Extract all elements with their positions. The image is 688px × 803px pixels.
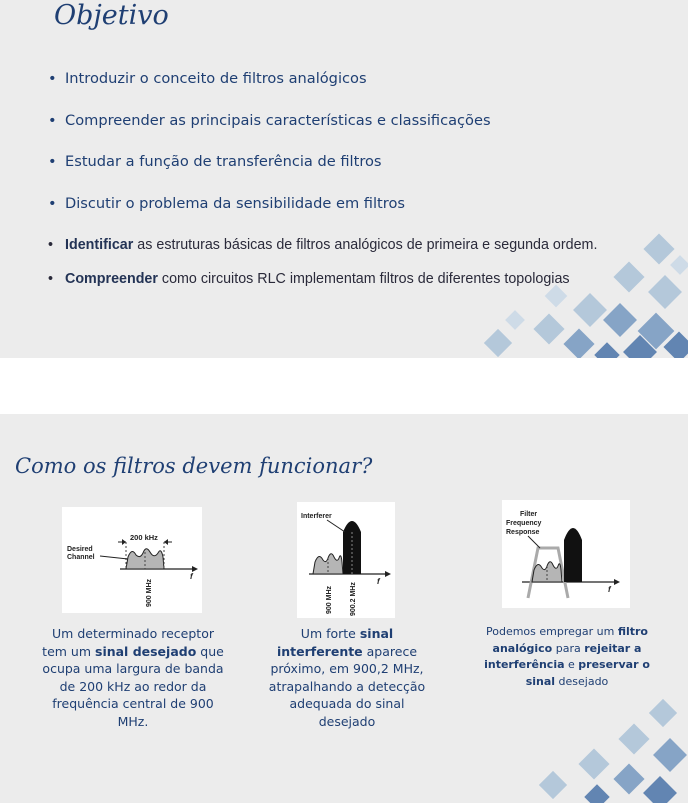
interferer-label: Interferer <box>301 513 332 520</box>
frequency-label: 900 MHz <box>146 578 153 607</box>
slide-title: Objetivo <box>54 0 169 31</box>
axis-arrow <box>192 566 198 572</box>
bold-verb: Identificar <box>65 237 134 253</box>
diamond-pattern-decoration <box>488 693 688 803</box>
filter-label: Filter <box>520 511 538 518</box>
list-item: • Discutir o problema da sensibilidade em filtros <box>48 187 597 229</box>
filter-label: Response <box>506 529 540 536</box>
item-text: as estruturas básicas de filtros analógicos de primeira e segunda ordem. <box>133 237 598 253</box>
list-item: • Compreender as principais características e classificações <box>48 104 597 146</box>
list-item <box>48 262 597 296</box>
bandwidth-label: 200 kHz <box>130 533 158 542</box>
interferer-signal-shape <box>564 528 582 582</box>
bold-verb: Compreender <box>65 271 158 287</box>
axis-label: f <box>608 585 611 594</box>
slide-filters <box>0 414 688 803</box>
slide-title: Como os filtros devem funcionar? <box>15 454 373 478</box>
filter-label: Frequency <box>506 520 542 527</box>
caption-filter: Podemos empregar um filtro analógico para rejeitar a interferência e preservar o sinal desejado <box>484 625 650 688</box>
figure-filter-response <box>502 500 630 608</box>
desired-channel-diagram <box>62 507 202 613</box>
objectives-list <box>48 62 597 296</box>
frequency-label: 900 MHz <box>326 585 333 614</box>
frequency-label: 900.2 MHz <box>350 582 357 616</box>
interferer-diagram <box>297 502 395 618</box>
caption-desired-signal: Um determinado receptor tem um sinal desejado que ocupa uma largura de banda de 200 kHz ao redor da frequência central de 900 MHz. <box>42 626 224 729</box>
list-item <box>48 228 597 262</box>
pointer-line <box>100 556 128 559</box>
list-item: • Estudar a função de transferência de filtros <box>48 145 597 187</box>
item-text: como circuitos RLC implementam filtros de diferentes topologias <box>157 271 570 287</box>
filter-response-diagram <box>502 500 630 608</box>
interferer-signal-shape <box>343 521 361 574</box>
list-item: • Introduzir o conceito de filtros analógicos <box>48 62 597 104</box>
slide-objetivo <box>0 0 688 358</box>
figure-interferer <box>297 502 395 618</box>
figure-desired-channel <box>62 507 202 613</box>
axis-label: f <box>190 572 193 581</box>
caption-interferer: Um forte sinal interferente aparece próximo, em 900,2 MHz, atrapalhando a detecção adequada do sinal desejado <box>268 626 426 729</box>
channel-label: Desired <box>67 546 93 553</box>
axis-label: f <box>377 577 380 586</box>
channel-label: Channel <box>67 554 95 561</box>
